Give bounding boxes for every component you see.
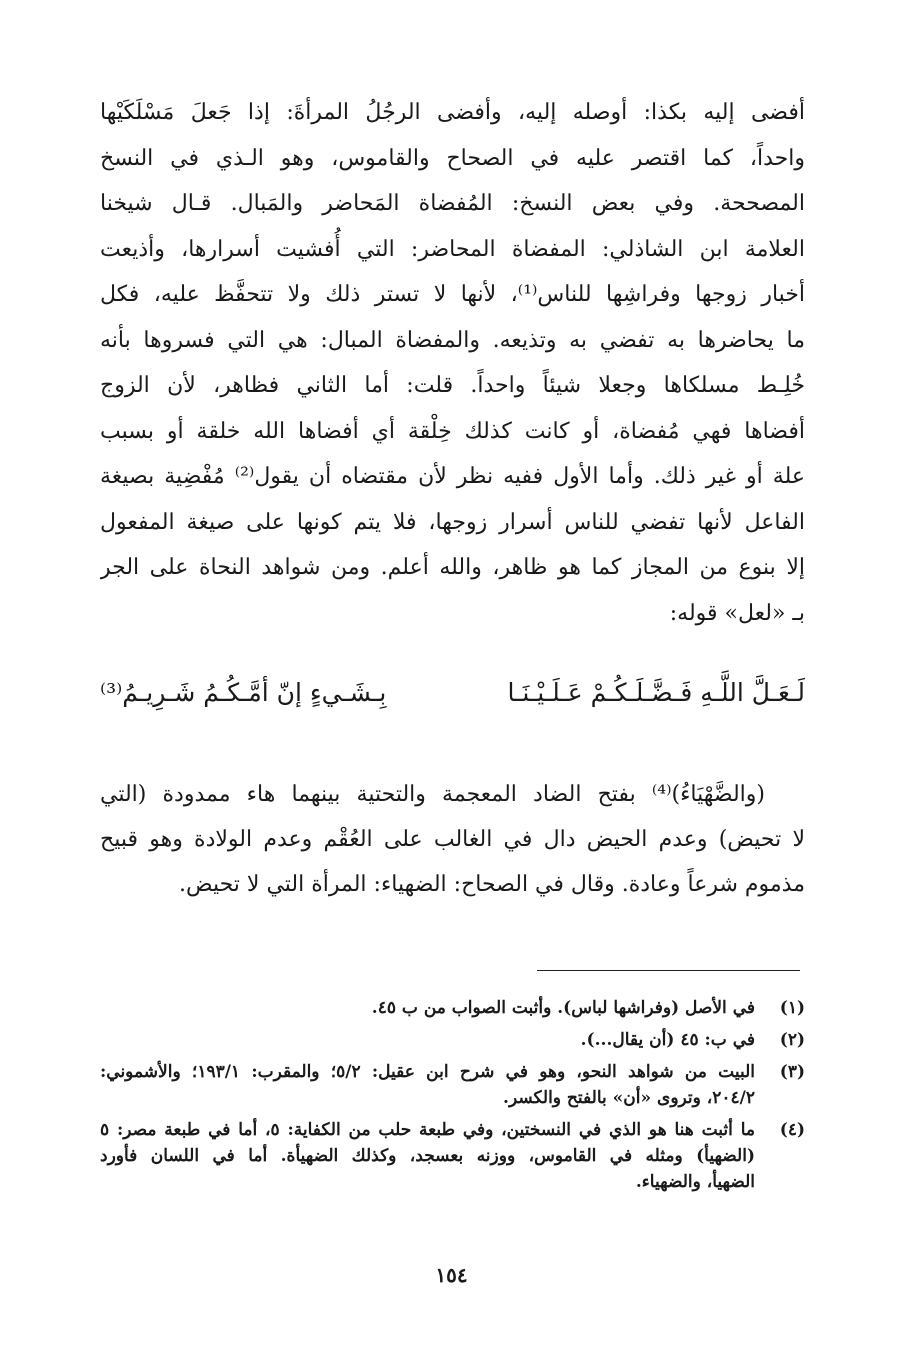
footnote-number: (٢)	[779, 1030, 805, 1050]
text-line: إلا بنوع من المجاز كما هو ظاهر، والله أعلم. ومن شواهد النحاة على الجر	[100, 555, 805, 580]
footnote-3	[100, 1059, 805, 1111]
second-paragraph	[100, 772, 805, 907]
text-line: مذموم شرعاً وعادة. وقال في الصحاح: الضهياء: المرأة التي لا تحيض.	[179, 872, 805, 897]
footnote-2	[100, 1027, 805, 1053]
text-line: أفضاها فهي مُفضاة، أو كانت كذلك خِلْقة أي أفضاها الله خلقة أو بسبب	[100, 418, 805, 444]
footnote-1	[100, 995, 805, 1021]
verse-first-hemistich: لَـعَـلَّ اللَّـهِ فَـضَّـلَـكُـمْ عَـلَـيْـنَـا	[507, 678, 805, 707]
text-line: بـ «لعل» قوله:	[669, 600, 805, 626]
text-line: لا تحيض) وعدم الحيض دال في الغالب على العُقْم وعدم الولادة وهو قبيح	[100, 827, 805, 852]
page-number: ١٥٤	[435, 1263, 468, 1287]
footnote-text: في الأصل (وفراشها لباس). وأثبت الصواب من ب ٤٥.	[371, 998, 755, 1018]
poetry-verse	[100, 668, 805, 718]
footnote-text: ٢٠٤/٢، وتروى «أن» بالفتح والكسر.	[503, 1088, 755, 1108]
verse-second-hemistich: بِـشَـيءٍ إنّ أمَّـكُـمُ شَـرِيـمُ⁽³⁾	[100, 678, 387, 707]
text-line: العلامة ابن الشاذلي: المفضاة المحاضر: التي أُفشيت أسرارها، وأذيعت	[100, 236, 805, 262]
footnote-number: (٣)	[779, 1062, 805, 1082]
footnote-4	[100, 1117, 805, 1195]
text-line: أخبار زوجها وفراشِها للناس⁽¹⁾، لأنها لا تستر ذلك ولا تتحفَّظ عليه، فكل	[100, 282, 805, 307]
footnote-number: (١)	[779, 998, 805, 1018]
text-line: علة أو غير ذلك. وأما الأول ففيه نظر لأن مقتضاه أن يقول⁽²⁾ مُفْضِية بصيغة	[100, 464, 805, 489]
footnotes	[100, 995, 805, 1201]
footnote-text: الضهيأ، والضهياء.	[635, 1172, 755, 1192]
footnote-number: (٤)	[779, 1120, 805, 1140]
text-line: المصححة. وفي بعض النسخ: المُفضاة المَحاضر والمَبال. قـال شيخنا	[100, 191, 805, 216]
text-line: (والضَّهْيَاءُ)⁽⁴⁾ بفتح الضاد المعجمة والتحتية بينهما هاء ممدودة (التي	[100, 782, 765, 807]
text-line: الفاعل لأنها تفضي للناس أسرار زوجها، فلا يتم كونها على صيغة المفعول	[100, 509, 805, 535]
footnote-text: البيت من شواهد النحو، وهو في شرح ابن عقيل: ٥/٢؛ والمقرب: ١٩٣/١؛ والأشموني:	[100, 1062, 755, 1082]
text-line: خُلِـط مسلكاها وجعلا شيئاً واحداً. قلت: أما الثاني فظاهر، لأن الزوج	[100, 373, 805, 398]
text-line: أفضى إليه بكذا: أوصله إليه، وأفضى الرجُلُ المرأةَ: إذا جَعلَ مَسْلَكَيْها	[100, 100, 805, 125]
footnote-text: (الضهيأ) ومثله في القاموس، ووزنه بعسجد، وكذلك الضهيأة. أما في اللسان فأورد	[100, 1146, 755, 1166]
main-paragraph	[100, 90, 805, 636]
footnote-text: في ب: ٤٥ (أن يقال...).	[580, 1030, 755, 1050]
footnote-separator	[537, 970, 800, 971]
footnote-text: ما أثبت هنا هو الذي في النسختين، وفي طبعة حلب من الكفاية: ٥، أما في طبعة مصر: ٥	[100, 1120, 755, 1140]
text-line: واحداً، كما اقتصر عليه في الصحاح والقاموس، وهو الـذي في النسخ	[100, 145, 805, 171]
text-line: ما يحاضرها به تفضي به وتذيعه. والمفضاة المبال: هي التي فسروها بأنه	[100, 327, 805, 353]
